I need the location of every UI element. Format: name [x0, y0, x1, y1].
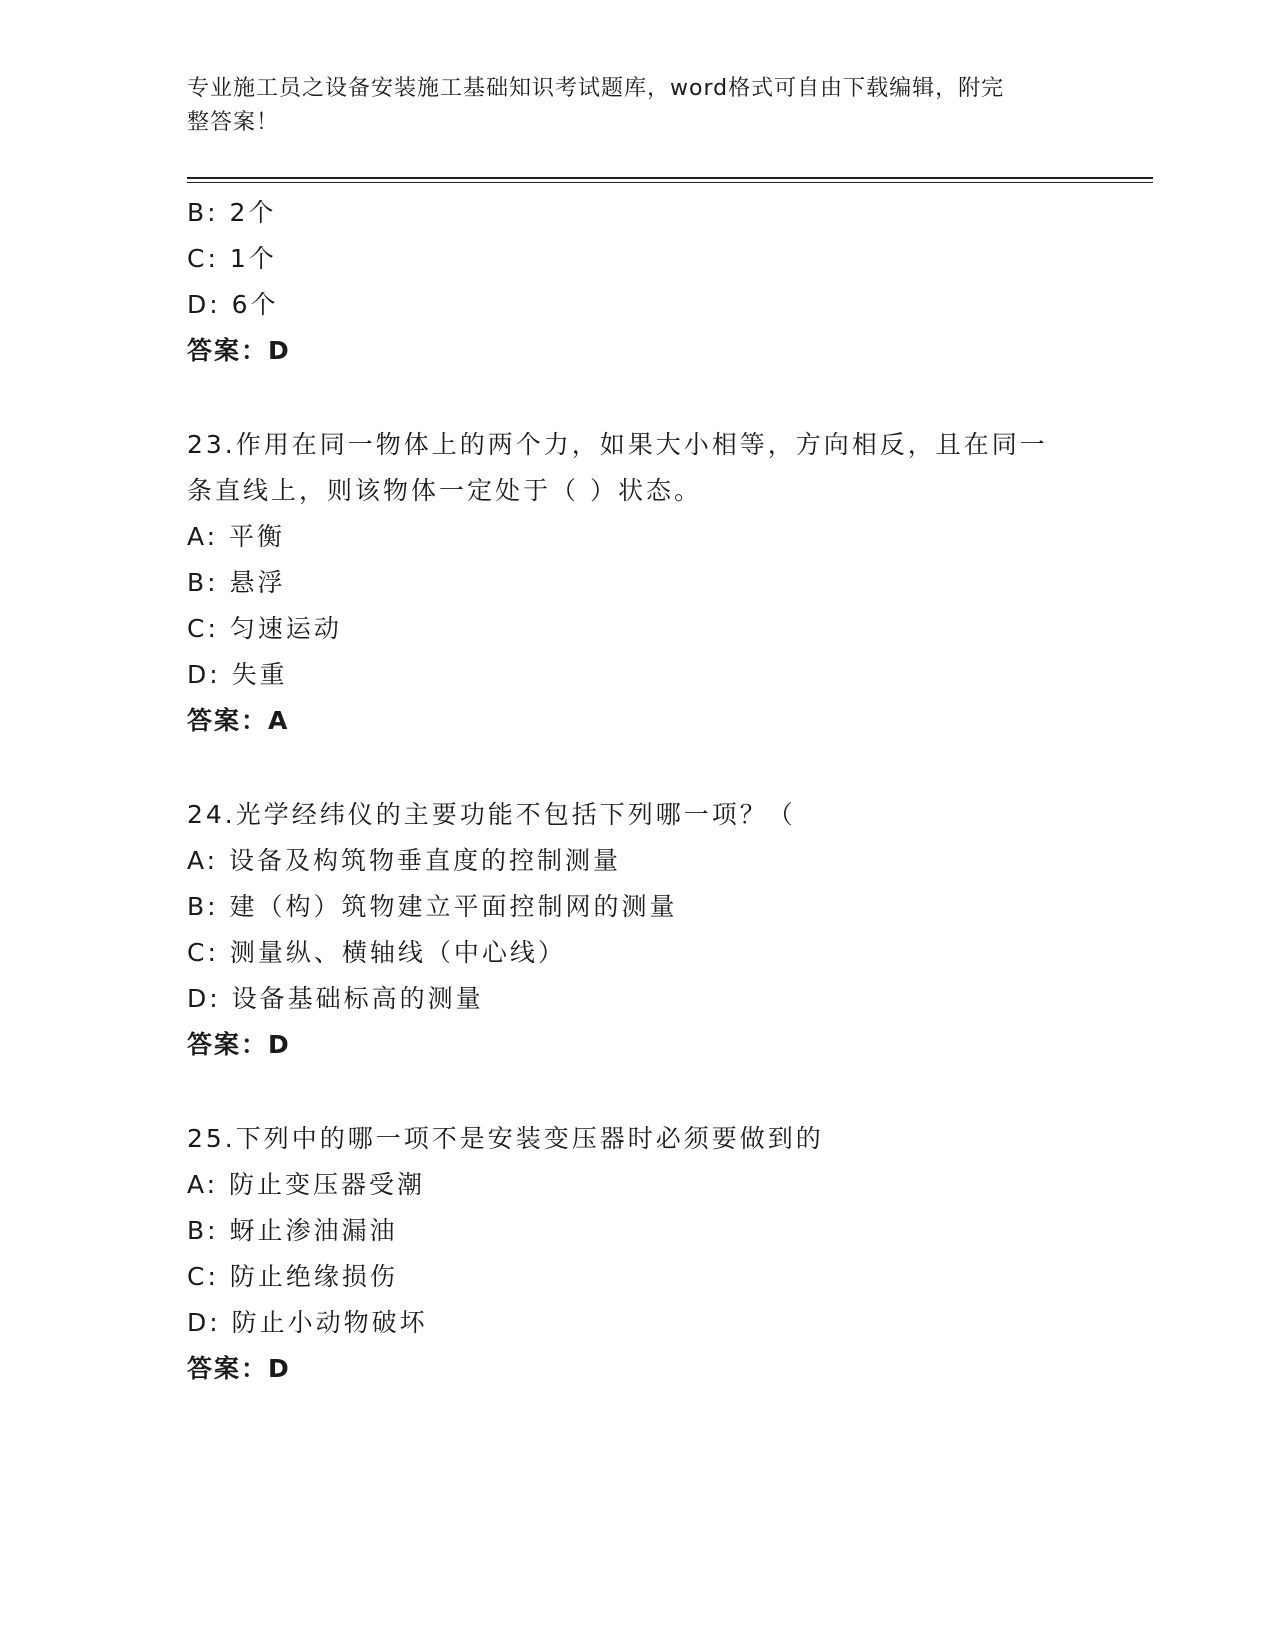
question-24 — [187, 792, 1087, 1068]
question-text-line-1: 23.作用在同一物体上的两个力，如果大小相等，方向相反，且在同一 — [187, 430, 1048, 459]
spacer — [187, 374, 1087, 422]
answer: 答案：D — [187, 1354, 291, 1383]
question-25 — [187, 1116, 1087, 1392]
question-list — [187, 190, 1087, 1392]
question-text-line-1: 24.光学经纬仪的主要功能不包括下列哪一项？（ — [187, 800, 796, 829]
question-text-line-2: 条直线上，则该物体一定处于（ ）状态。 — [187, 476, 702, 505]
option-a: A: 防止变压器受潮 — [187, 1170, 426, 1199]
option-a: A: 平衡 — [187, 522, 286, 551]
question-23 — [187, 422, 1087, 744]
header-line-1: 专业施工员之设备安装施工基础知识考试题库，word格式可自由下载编辑，附完 — [187, 76, 1005, 101]
option-d: D: 6个 — [187, 290, 279, 319]
answer: 答案：D — [187, 336, 291, 365]
document-header — [187, 72, 1067, 140]
spacer — [187, 1068, 1087, 1116]
option-d: D: 设备基础标高的测量 — [187, 984, 484, 1013]
option-c: C: 防止绝缘损伤 — [187, 1262, 398, 1291]
option-c: C: 测量纵、横轴线（中心线） — [187, 938, 566, 967]
option-b: B: 建（构）筑物建立平面控制网的测量 — [187, 892, 678, 921]
question-text-line-1: 25.下列中的哪一项不是安装变压器时必须要做到的 — [187, 1124, 824, 1153]
spacer — [187, 744, 1087, 792]
option-d: D: 失重 — [187, 660, 288, 689]
option-d: D: 防止小动物破坏 — [187, 1308, 428, 1337]
answer: 答案：D — [187, 1030, 291, 1059]
option-b: B: 2个 — [187, 198, 277, 227]
option-c: C: 1个 — [187, 244, 277, 273]
header-line-2: 整答案！ — [187, 110, 280, 135]
option-b: B: 蚜止渗油漏油 — [187, 1216, 398, 1245]
answer: 答案：A — [187, 706, 290, 735]
question-22 — [187, 190, 1087, 374]
header-divider-thin — [187, 182, 1153, 183]
option-c: C: 匀速运动 — [187, 614, 342, 643]
option-a: A: 设备及构筑物垂直度的控制测量 — [187, 846, 622, 875]
header-divider-thick — [187, 177, 1153, 179]
option-b: B: 悬浮 — [187, 568, 286, 597]
